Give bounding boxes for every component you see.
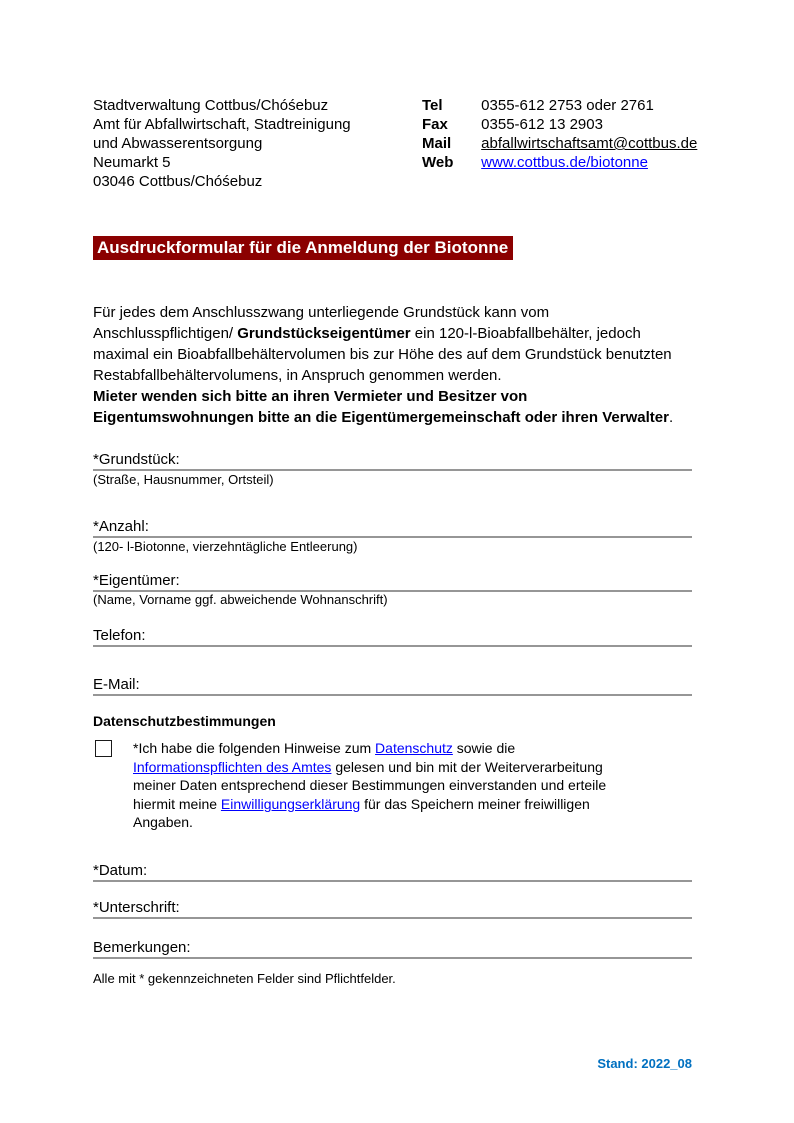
einwilligungserklaerung-link[interactable]: Einwilligungserklärung xyxy=(220,795,361,812)
intro-paragraph xyxy=(93,302,690,428)
tel-value: 0355-612 2753 oder 2761 xyxy=(481,97,654,114)
datenschutz-link[interactable]: Datenschutz xyxy=(375,740,453,756)
intro-bold-owner: Grundstückseigentümer xyxy=(237,325,411,342)
anzahl-hint: (120- l-Biotonne, vierzehntägliche Entleerung) xyxy=(93,539,358,554)
contact-row-mail xyxy=(422,134,697,153)
grundstueck-label: *Grundstück: xyxy=(93,451,180,468)
web-label: Web xyxy=(422,154,454,171)
datum-label: *Datum: xyxy=(93,862,148,879)
privacy-checkbox[interactable] xyxy=(95,740,112,757)
intro-text-2: ein 120-l-Bioabfallbehälter, jedoch maximal ein Bioabfallbehältervolumen bis zur Höhe des auf dem Grundstück benutzten Restabfallbehältervolumens, in Anspruch genommen werden. xyxy=(93,325,672,384)
version-stamp: Stand: 2022_08 xyxy=(597,1056,692,1071)
intro-bold-tenants: Mieter wenden sich bitte an ihren Vermieter und Besitzer von Eigentumswohnungen bitte an die Eigentümergemeinschaft oder ihren Verwalter xyxy=(93,388,669,426)
contact-row-fax xyxy=(422,115,697,134)
anzahl-label: *Anzahl: xyxy=(93,518,149,535)
org-dept-line1: Amt für Abfallwirtschaft, Stadtreinigung xyxy=(93,116,351,133)
web-link[interactable]: www.cottbus.de/biotonne xyxy=(481,154,648,171)
fax-value: 0355-612 13 2903 xyxy=(481,116,603,133)
org-street: Neumarkt 5 xyxy=(93,154,171,171)
contact-row-web xyxy=(422,153,697,172)
grundstueck-field[interactable] xyxy=(93,450,692,471)
telefon-label: Telefon: xyxy=(93,627,146,644)
bemerkungen-field[interactable] xyxy=(93,938,692,959)
letterhead-contacts xyxy=(422,96,697,172)
informationspflichten-link[interactable]: Informationspflichten des Amtes xyxy=(133,758,332,775)
tel-label: Tel xyxy=(422,97,443,114)
eigentuemer-label: *Eigentümer: xyxy=(93,572,180,589)
org-name: Stadtverwaltung Cottbus/Chóśebuz xyxy=(93,97,329,114)
org-dept-line2: und Abwasserentsorgung xyxy=(93,135,263,152)
intro-text-3: . xyxy=(668,409,674,426)
privacy-text-3: gelesen und bin mit der Weiterverarbeitung meiner Daten entsprechend dieser Bestimmungen einverstanden und erteile hiermit meine xyxy=(133,758,607,812)
privacy-consent-text xyxy=(133,739,638,832)
org-city: 03046 Cottbus/Chóśebuz xyxy=(93,173,263,190)
grundstueck-hint: (Straße, Hausnummer, Ortsteil) xyxy=(93,472,274,487)
mail-label: Mail xyxy=(422,135,452,152)
unterschrift-field[interactable] xyxy=(93,898,692,919)
datum-field[interactable] xyxy=(93,861,692,882)
privacy-heading: Datenschutzbestimmungen xyxy=(93,713,276,729)
telefon-field[interactable] xyxy=(93,626,692,647)
privacy-text-4: für das Speichern meiner freiwilligen Angaben. xyxy=(133,795,590,831)
letterhead-address xyxy=(93,96,351,191)
fax-label: Fax xyxy=(422,116,448,133)
privacy-text-1: *Ich habe die folgenden Hinweise zum xyxy=(133,740,376,756)
privacy-text-2: sowie die xyxy=(452,740,516,756)
email-field[interactable] xyxy=(93,675,692,696)
bemerkungen-label: Bemerkungen: xyxy=(93,939,191,956)
form-title-bar: Ausdruckformular für die Anmeldung der Biotonne xyxy=(93,236,513,260)
eigentuemer-field[interactable] xyxy=(93,571,692,592)
intro-text-1: Für jedes dem Anschlusszwang unterliegende Grundstück kann vom Anschlusspflichtigen/ xyxy=(93,304,550,342)
required-fields-note: Alle mit * gekennzeichneten Felder sind Pflichtfelder. xyxy=(93,971,396,986)
unterschrift-label: *Unterschrift: xyxy=(93,899,180,916)
contact-row-tel xyxy=(422,96,697,115)
anzahl-field[interactable] xyxy=(93,517,692,538)
email-label: E-Mail: xyxy=(93,676,140,693)
eigentuemer-hint: (Name, Vorname ggf. abweichende Wohnanschrift) xyxy=(93,592,388,607)
mail-link[interactable]: abfallwirtschaftsamt@cottbus.de xyxy=(481,135,698,152)
